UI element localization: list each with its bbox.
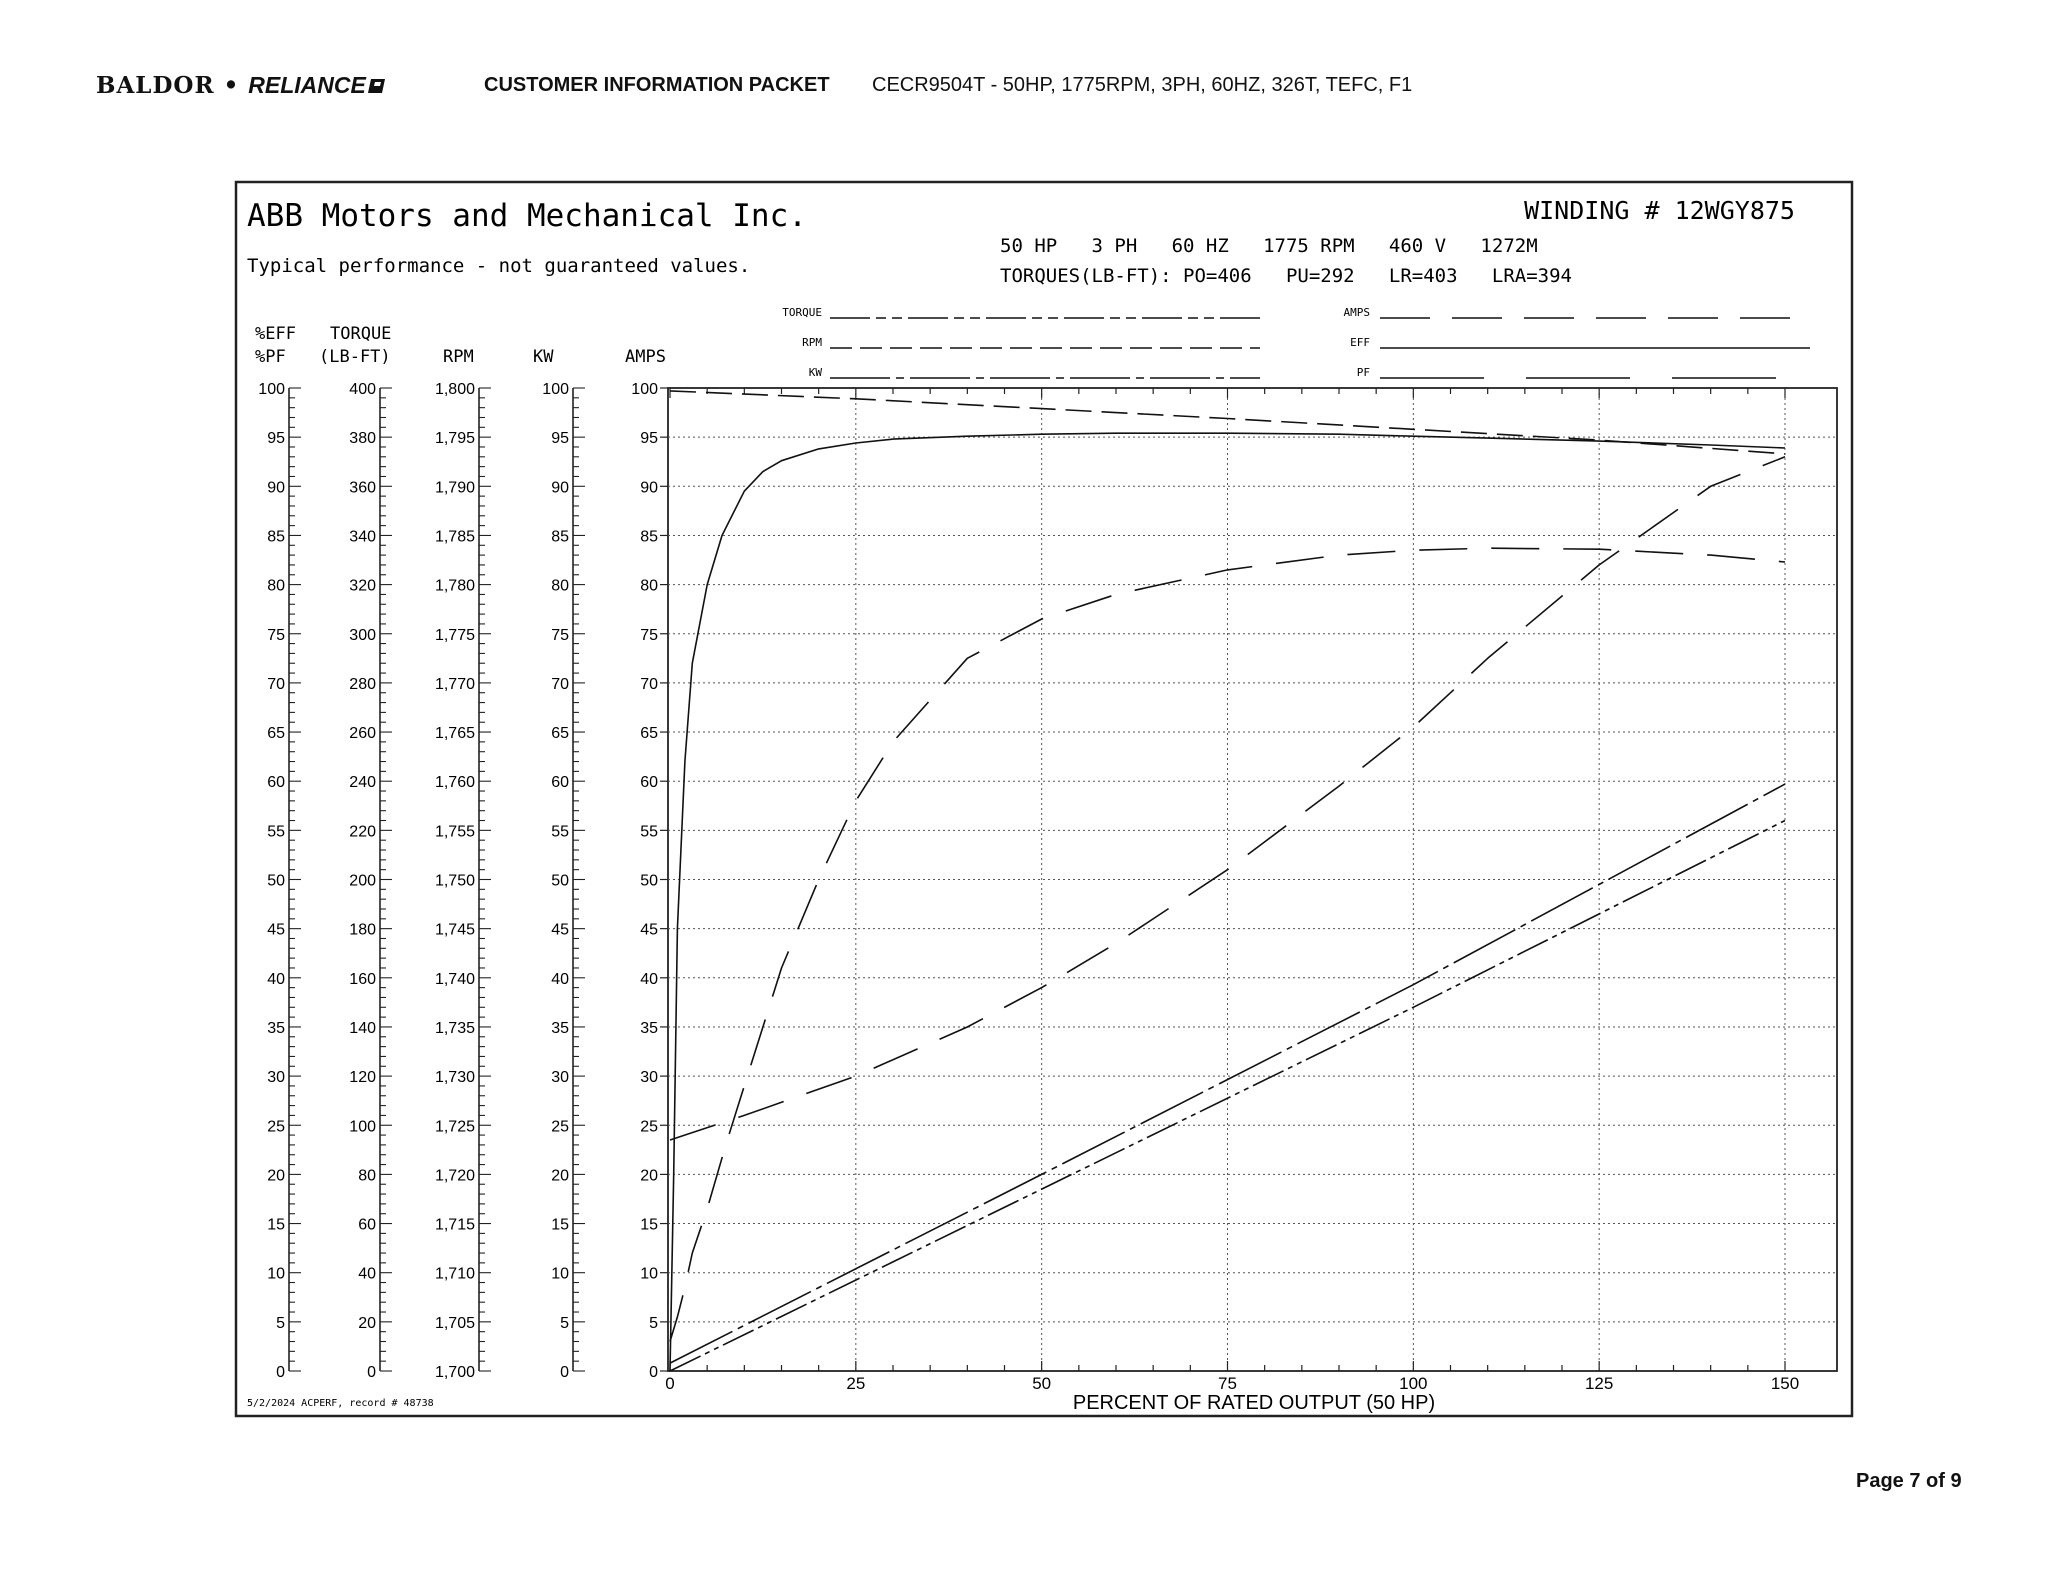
scale-tick-label: 75 xyxy=(551,626,569,644)
kw-scale xyxy=(542,381,585,1381)
scale-tick-label: 30 xyxy=(551,1069,569,1087)
brand-dot: • xyxy=(223,72,240,99)
x-tick-label: 25 xyxy=(846,1374,866,1393)
x-tick-label: 50 xyxy=(1032,1374,1052,1393)
scale-tick-label: 100 xyxy=(631,381,658,398)
scale-tick-label: 35 xyxy=(267,1019,285,1037)
scale-tick-label: 1,770 xyxy=(434,675,475,693)
scale-tick-label: 0 xyxy=(276,1364,285,1381)
scale-tick-label: 360 xyxy=(349,479,376,497)
scale-tick-label: 1,715 xyxy=(434,1216,475,1234)
scale-tick-label: 85 xyxy=(640,528,658,546)
scale-tick-label: 90 xyxy=(640,479,658,497)
scale-tick-label: 65 xyxy=(267,725,285,743)
scale-tick-label: 25 xyxy=(551,1118,569,1136)
scale-tick-label: 1,790 xyxy=(434,479,475,497)
rpm-scale xyxy=(435,381,491,1381)
scale-tick-label: 65 xyxy=(640,725,658,743)
amps-scale xyxy=(631,381,668,1381)
scale-tick-label: 140 xyxy=(349,1019,376,1037)
scale-tick-label: 75 xyxy=(640,626,658,644)
scale-tick-label: 45 xyxy=(267,921,285,939)
scale-tick-label: 1,775 xyxy=(434,626,475,644)
torque-axis-unit: (LB-FT) xyxy=(319,347,391,367)
scale-tick-label: 300 xyxy=(349,626,376,644)
scale-tick-label: 100 xyxy=(349,1118,376,1136)
torque-axis-title: TORQUE xyxy=(330,324,392,344)
disclaimer: Typical performance - not guaranteed values. xyxy=(247,255,751,277)
packet-title: CUSTOMER INFORMATION PACKET xyxy=(484,74,830,96)
scale-tick-label: 15 xyxy=(267,1216,285,1234)
scale-tick-label: 1,705 xyxy=(434,1314,475,1332)
axis-titles xyxy=(255,324,666,367)
scale-tick-label: 5 xyxy=(276,1314,285,1332)
scale-tick-label: 40 xyxy=(551,970,569,988)
scale-tick-label: 160 xyxy=(349,970,376,988)
scale-tick-label: 40 xyxy=(267,970,285,988)
pf-axis-title: %PF xyxy=(255,347,286,367)
winding-number: WINDING # 12WGY875 xyxy=(1524,196,1795,225)
torque-scale xyxy=(349,381,392,1381)
scale-tick-label: 400 xyxy=(349,381,376,398)
model-description: CECR9504T - 50HP, 1775RPM, 3PH, 60HZ, 326T, TEFC, F1 xyxy=(872,74,1413,96)
eff-axis-title: %EFF xyxy=(255,324,296,344)
scale-tick-label: 60 xyxy=(358,1216,376,1234)
scale-tick-label: 320 xyxy=(349,577,376,595)
legend-torque-label: TORQUE xyxy=(782,306,822,319)
brand-reliance: RELIANCE xyxy=(248,72,366,98)
legend-rpm-label: RPM xyxy=(802,336,822,349)
scale-tick-label: 0 xyxy=(649,1364,658,1381)
scale-tick-label: 1,720 xyxy=(434,1167,475,1185)
x-tick-label: 0 xyxy=(665,1374,675,1393)
scale-tick-label: 1,735 xyxy=(434,1019,475,1037)
scale-tick-label: 260 xyxy=(349,725,376,743)
x-axis-label: PERCENT OF RATED OUTPUT (50 HP) xyxy=(1072,1392,1436,1414)
scale-tick-label: 1,740 xyxy=(434,970,475,988)
scale-tick-label: 20 xyxy=(551,1167,569,1185)
scale-tick-label: 1,760 xyxy=(434,774,475,792)
scale-tick-label: 1,710 xyxy=(434,1265,475,1283)
side-scales xyxy=(258,381,668,1381)
scale-tick-label: 340 xyxy=(349,528,376,546)
scale-tick-label: 240 xyxy=(349,774,376,792)
scale-tick-label: 70 xyxy=(640,675,658,693)
scale-tick-label: 10 xyxy=(267,1265,285,1283)
legend-kw-label: KW xyxy=(808,366,822,379)
scale-tick-label: 1,795 xyxy=(434,430,475,448)
brand-baldor: BALDOR xyxy=(96,72,215,99)
x-tick-label: 75 xyxy=(1218,1374,1237,1393)
scale-tick-label: 35 xyxy=(640,1019,658,1037)
scale-tick-label: 200 xyxy=(349,872,376,890)
scale-tick-label: 60 xyxy=(640,774,658,792)
scale-tick-label: 10 xyxy=(640,1265,658,1283)
scale-tick-label: 25 xyxy=(640,1118,658,1136)
scale-tick-label: 75 xyxy=(267,626,285,644)
scale-tick-label: 1,800 xyxy=(434,381,475,398)
scale-tick-label: 50 xyxy=(267,872,285,890)
scale-tick-label: 220 xyxy=(349,823,376,841)
scale-tick-label: 1,780 xyxy=(434,577,475,595)
scale-tick-label: 5 xyxy=(649,1314,658,1332)
scale-tick-label: 10 xyxy=(551,1265,569,1283)
scale-tick-label: 85 xyxy=(551,528,569,546)
scale-tick-label: 280 xyxy=(349,675,376,693)
page-number: Page 7 of 9 xyxy=(1856,1470,1962,1492)
record-info: 5/2/2024 ACPERF, record # 48738 xyxy=(247,1398,434,1409)
scale-tick-label: 100 xyxy=(542,381,569,398)
scale-tick-label: 1,700 xyxy=(434,1364,475,1381)
scale-tick-label: 95 xyxy=(267,430,285,448)
scale-tick-label: 380 xyxy=(349,430,376,448)
scale-tick-label: 100 xyxy=(258,381,285,398)
scale-tick-label: 55 xyxy=(640,823,658,841)
rpm-axis-title: RPM xyxy=(443,347,474,367)
scale-tick-label: 30 xyxy=(640,1069,658,1087)
scale-tick-label: 40 xyxy=(640,970,658,988)
scale-tick-label: 90 xyxy=(551,479,569,497)
legend xyxy=(782,306,1810,379)
scale-tick-label: 180 xyxy=(349,921,376,939)
scale-tick-label: 20 xyxy=(640,1167,658,1185)
amps-axis-title: AMPS xyxy=(625,347,666,367)
scale-tick-label: 25 xyxy=(267,1118,285,1136)
kw-axis-title: KW xyxy=(533,347,554,367)
scale-tick-label: 45 xyxy=(551,921,569,939)
scale-tick-label: 55 xyxy=(267,823,285,841)
x-tick-label: 100 xyxy=(1399,1374,1428,1393)
scale-tick-label: 65 xyxy=(551,725,569,743)
scale-tick-label: 80 xyxy=(640,577,658,595)
scale-tick-label: 85 xyxy=(267,528,285,546)
scale-tick-label: 1,785 xyxy=(434,528,475,546)
scale-tick-label: 70 xyxy=(267,675,285,693)
scale-tick-label: 70 xyxy=(551,675,569,693)
scale-tick-label: 1,750 xyxy=(434,872,475,890)
scale-tick-label: 30 xyxy=(267,1069,285,1087)
scale-tick-label: 15 xyxy=(640,1216,658,1234)
legend-eff-label: EFF xyxy=(1350,336,1370,349)
x-tick-label: 125 xyxy=(1584,1374,1614,1393)
scale-tick-label: 80 xyxy=(551,577,569,595)
torque-values: TORQUES(LB-FT): PO=406 PU=292 LR=403 LRA=394 xyxy=(1000,265,1572,287)
scale-tick-label: 5 xyxy=(560,1314,569,1332)
scale-tick-label: 50 xyxy=(551,872,569,890)
scale-tick-label: 60 xyxy=(267,774,285,792)
eff-pf-scale xyxy=(258,381,301,1381)
scale-tick-label: 15 xyxy=(551,1216,569,1234)
scale-tick-label: 1,765 xyxy=(434,725,475,743)
scale-tick-label: 95 xyxy=(640,430,658,448)
scale-tick-label: 0 xyxy=(560,1364,569,1381)
motor-ratings: 50 HP 3 PH 60 HZ 1775 RPM 460 V 1272M xyxy=(1000,235,1538,257)
scale-tick-label: 90 xyxy=(267,479,285,497)
scale-tick-label: 1,725 xyxy=(434,1118,475,1136)
scale-tick-label: 20 xyxy=(358,1314,376,1332)
scale-tick-label: 1,730 xyxy=(434,1069,475,1087)
scale-tick-label: 95 xyxy=(551,430,569,448)
scale-tick-label: 1,755 xyxy=(434,823,475,841)
scale-tick-label: 1,745 xyxy=(434,921,475,939)
scale-tick-label: 45 xyxy=(640,921,658,939)
scale-tick-label: 120 xyxy=(349,1069,376,1087)
scale-tick-label: 55 xyxy=(551,823,569,841)
scale-tick-label: 60 xyxy=(551,774,569,792)
legend-amps-label: AMPS xyxy=(1343,306,1370,319)
x-axis xyxy=(665,388,1799,1393)
grid xyxy=(668,388,1837,1371)
scale-tick-label: 80 xyxy=(267,577,285,595)
scale-tick-label: 50 xyxy=(640,872,658,890)
scale-tick-label: 40 xyxy=(358,1265,376,1283)
scale-tick-label: 20 xyxy=(267,1167,285,1185)
legend-pf-label: PF xyxy=(1356,366,1370,379)
scale-tick-label: 0 xyxy=(367,1364,376,1381)
scale-tick-label: 80 xyxy=(358,1167,376,1185)
company-name: ABB Motors and Mechanical Inc. xyxy=(247,198,807,234)
x-tick-label: 150 xyxy=(1770,1374,1800,1393)
scale-tick-label: 35 xyxy=(551,1019,569,1037)
